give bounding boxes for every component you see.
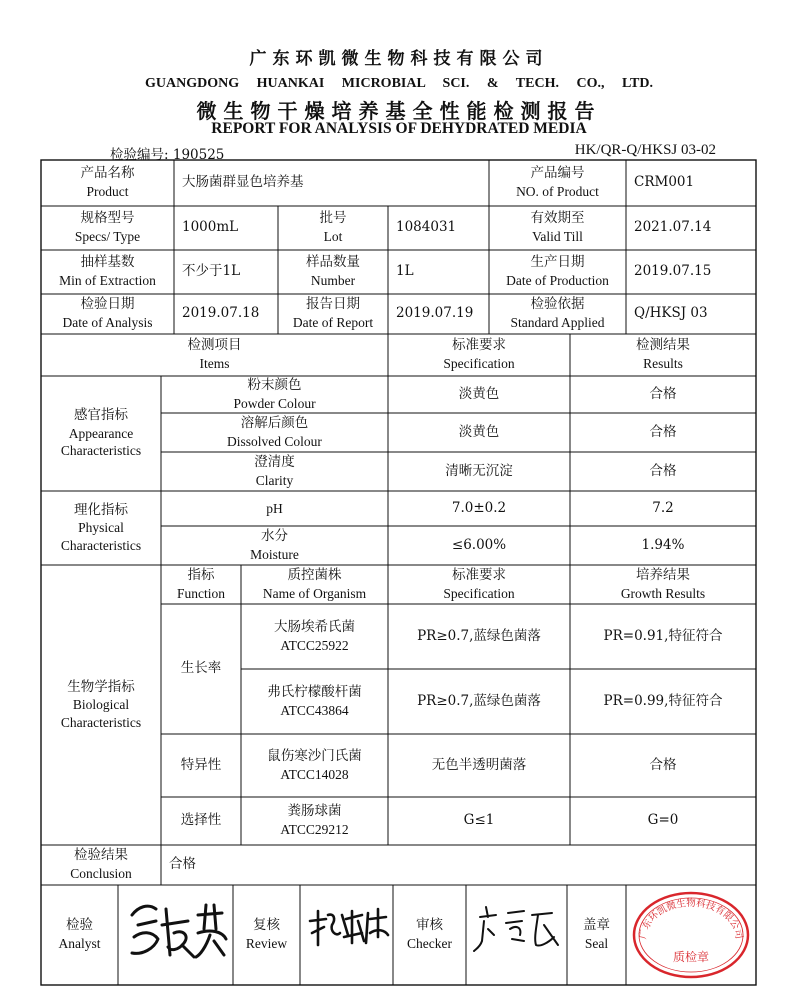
- report-number-label: 检验编号:: [110, 147, 169, 163]
- physical-label-cn: 理化指标: [74, 501, 128, 518]
- analyst-label: [41, 885, 118, 985]
- spec-header-cn: 标准要求: [452, 337, 506, 354]
- valid-label-cn: 有效期至: [530, 210, 585, 227]
- results-header: [570, 334, 756, 376]
- number-value: 1L: [396, 263, 414, 280]
- standard-label: [489, 294, 626, 334]
- ecoli-result: PR=0.91,特征符合: [603, 627, 723, 644]
- checker-signature: [466, 885, 567, 985]
- report-date-label: [278, 294, 388, 334]
- valid-label: [489, 206, 626, 250]
- analyst-label-en: Analyst: [58, 936, 101, 951]
- organism-salmonella-code: ATCC14028: [280, 766, 349, 782]
- ph-result: 7.2: [652, 499, 674, 516]
- function-header-cn: 指标: [187, 566, 215, 583]
- review-signature: [300, 885, 393, 985]
- clarity-en: Clarity: [255, 472, 294, 488]
- min-label-en: Min of Extraction: [59, 273, 156, 288]
- lot-label-cn: 批号: [319, 210, 347, 227]
- selectivity-label: 选择性: [180, 812, 222, 829]
- report-date-value: 2019.07.19: [396, 305, 474, 322]
- dissolved-colour-spec: 淡黄色: [458, 423, 500, 440]
- seal-label-cn: 盖章: [583, 917, 610, 934]
- physical-group-label: [41, 491, 161, 565]
- function-header: [161, 565, 241, 604]
- conclusion-value: 合格: [169, 856, 196, 873]
- bio-spec-header-cn: 标准要求: [452, 566, 506, 583]
- seal-label: [567, 885, 626, 985]
- number-label-en: Number: [310, 273, 356, 288]
- powder-colour-cn: 粉末颜色: [247, 376, 302, 393]
- lot-value: 1084031: [396, 219, 457, 236]
- dissolved-colour-en: Dissolved Colour: [227, 433, 322, 449]
- moisture-en: Moisture: [250, 546, 299, 562]
- items-header-cn: 检测项目: [187, 337, 242, 354]
- lot-label: [278, 206, 388, 250]
- spec-header-en: Specification: [443, 356, 515, 371]
- appearance-label-en-1: Appearance: [68, 425, 134, 441]
- product-no-value: CRM001: [634, 174, 695, 191]
- citrobacter-result: PR=0.99,特征符合: [603, 692, 723, 709]
- conclusion-label-cn: 检验结果: [74, 847, 128, 864]
- number-label-cn: 样品数量: [306, 254, 360, 271]
- seal-ring-text: 广东环凯微生物科技有限公司: [637, 898, 745, 940]
- number-label: [278, 250, 388, 294]
- moisture-item: [161, 526, 388, 565]
- ecoli-spec: PR≥0.7,蓝绿色菌落: [417, 627, 541, 644]
- clarity-result: 合格: [649, 462, 677, 479]
- physical-label-en-1: Physical: [78, 520, 124, 536]
- report-number-value: 190525: [172, 147, 225, 163]
- analysis-date-label-en: Date of Analysis: [62, 315, 153, 330]
- enterococcus-spec: G≤1: [463, 812, 495, 829]
- analyst-label-cn: 检验: [66, 917, 93, 934]
- spec-label: [41, 206, 174, 250]
- powder-colour-result: 合格: [649, 385, 677, 402]
- salmonella-result: 合格: [649, 756, 677, 773]
- organism-enterococcus: [241, 797, 388, 845]
- company-name-cn: 广东环凯微生物科技有限公司: [249, 49, 549, 69]
- items-header-en: Items: [199, 356, 230, 371]
- company-name-en: GUANGDONG HUANKAI MICROBIAL SCI. & TECH. CO., LTD.: [145, 76, 653, 91]
- spec-label-cn: 规格型号: [80, 210, 135, 227]
- salmonella-spec: 无色半透明菌落: [431, 756, 527, 773]
- product-no-label: [489, 160, 626, 206]
- physical-label-en-2: Characteristics: [60, 537, 142, 553]
- dissolved-colour-item: [161, 413, 388, 452]
- organism-enterococcus-cn: 粪肠球菌: [287, 803, 342, 820]
- citrobacter-spec: PR≥0.7,蓝绿色菌落: [417, 692, 541, 709]
- report-date-label-cn: 报告日期: [306, 296, 360, 313]
- moisture-cn: 水分: [261, 527, 288, 544]
- product-no-label-cn: 产品编号: [530, 165, 585, 182]
- powder-colour-item: [161, 376, 388, 413]
- product-value: 大肠菌群显色培养基: [182, 174, 304, 191]
- organism-citrobacter-cn: 弗氏柠檬酸杆菌: [267, 683, 362, 700]
- ph-spec: 7.0±0.2: [451, 499, 507, 516]
- enterococcus-result: G=0: [647, 812, 679, 829]
- results-header-en: Results: [643, 356, 683, 371]
- dissolved-colour-result: 合格: [649, 423, 677, 440]
- standard-label-cn: 检验依据: [530, 296, 585, 313]
- analysis-date-label: [41, 294, 174, 334]
- growth-header-en: Growth Results: [620, 585, 706, 601]
- biological-label-en-2: Characteristics: [60, 714, 142, 730]
- appearance-label-cn: 感官指标: [74, 407, 128, 424]
- form-code: HK/QR-Q/HKSJ 03-02: [574, 142, 716, 158]
- conclusion-label: [41, 845, 161, 885]
- organism-salmonella: [241, 734, 388, 797]
- items-header: [41, 334, 388, 376]
- biological-label-en-1: Biological: [72, 697, 130, 713]
- seal-center-text: 质检章: [672, 950, 710, 964]
- lot-label-en: Lot: [323, 229, 343, 244]
- organism-header-cn: 质控菌株: [287, 566, 342, 583]
- review-label-cn: 复核: [253, 917, 280, 934]
- organism-salmonella-cn: 鼠伤寒沙门氏菌: [267, 747, 362, 764]
- spec-header: [388, 334, 570, 376]
- bio-spec-header: [388, 565, 570, 604]
- report-title-cn: 微生物干燥培养基全性能检测报告: [196, 99, 602, 123]
- powder-colour-spec: 淡黄色: [458, 385, 500, 402]
- checker-label-en: Checker: [407, 936, 452, 951]
- organism-citrobacter: [241, 669, 388, 734]
- appearance-label-en-2: Characteristics: [60, 443, 142, 459]
- product-no-label-en: NO. of Product: [516, 184, 599, 199]
- function-header-en: Function: [176, 585, 225, 601]
- quality-inspection-seal: [626, 885, 756, 985]
- product-label-cn: 产品名称: [80, 165, 135, 182]
- organism-ecoli: [241, 604, 388, 669]
- growth-rate-label: 生长率: [180, 660, 222, 677]
- specificity-label: 特异性: [180, 756, 222, 773]
- valid-value: 2021.07.14: [634, 219, 712, 236]
- growth-header-cn: 培养结果: [636, 566, 690, 583]
- bio-spec-header-en: Specification: [443, 585, 515, 601]
- organism-ecoli-cn: 大肠埃希氏菌: [274, 618, 355, 635]
- clarity-cn: 澄清度: [254, 453, 295, 470]
- checker-label-cn: 审核: [416, 917, 443, 934]
- analysis-date-label-cn: 检验日期: [80, 296, 135, 313]
- production-date-value: 2019.07.15: [634, 263, 712, 280]
- organism-citrobacter-code: ATCC43864: [280, 702, 349, 718]
- min-extraction-label: [41, 250, 174, 294]
- min-extraction-value: 不少于1L: [182, 263, 241, 280]
- organism-header: [241, 565, 388, 604]
- clarity-item: [161, 452, 388, 491]
- product-label-en: Product: [86, 184, 129, 199]
- biological-label-cn: 生物学指标: [67, 678, 135, 695]
- analysis-date-value: 2019.07.18: [182, 305, 260, 322]
- conclusion-label-en: Conclusion: [70, 866, 132, 881]
- product-label: [41, 160, 174, 206]
- report-title-en: REPORT FOR ANALYSIS OF DEHYDRATED MEDIA: [211, 120, 587, 137]
- production-date-label-en: Date of Production: [506, 273, 609, 288]
- results-header-cn: 检测结果: [636, 337, 690, 354]
- growth-header: [570, 565, 756, 604]
- checker-label: [393, 885, 466, 985]
- powder-colour-en: Powder Colour: [233, 395, 316, 411]
- organism-ecoli-code: ATCC25922: [280, 637, 349, 653]
- spec-label-en: Specs/ Type: [74, 229, 141, 244]
- clarity-spec: 清晰无沉淀: [445, 462, 513, 479]
- appearance-group-label: [41, 376, 161, 491]
- biological-group-label: [41, 565, 161, 845]
- min-label-cn: 抽样基数: [80, 254, 135, 271]
- dissolved-colour-cn: 溶解后颜色: [240, 414, 309, 431]
- moisture-result: 1.94%: [641, 536, 685, 553]
- valid-label-en: Valid Till: [532, 229, 583, 244]
- production-date-label: [489, 250, 626, 294]
- organism-header-en: Name of Organism: [262, 585, 367, 601]
- standard-label-en: Standard Applied: [510, 315, 605, 330]
- production-date-label-cn: 生产日期: [530, 254, 585, 271]
- report-date-label-en: Date of Report: [292, 315, 374, 330]
- analyst-signature: [118, 885, 233, 985]
- ph-item: pH: [266, 500, 283, 516]
- review-label: [233, 885, 300, 985]
- spec-value: 1000mL: [182, 219, 239, 236]
- organism-enterococcus-code: ATCC29212: [280, 822, 349, 837]
- moisture-spec: ≤6.00%: [451, 536, 507, 553]
- review-label-en: Review: [245, 936, 288, 951]
- standard-value: Q/HKSJ 03: [634, 305, 708, 322]
- seal-label-en: Seal: [584, 936, 609, 951]
